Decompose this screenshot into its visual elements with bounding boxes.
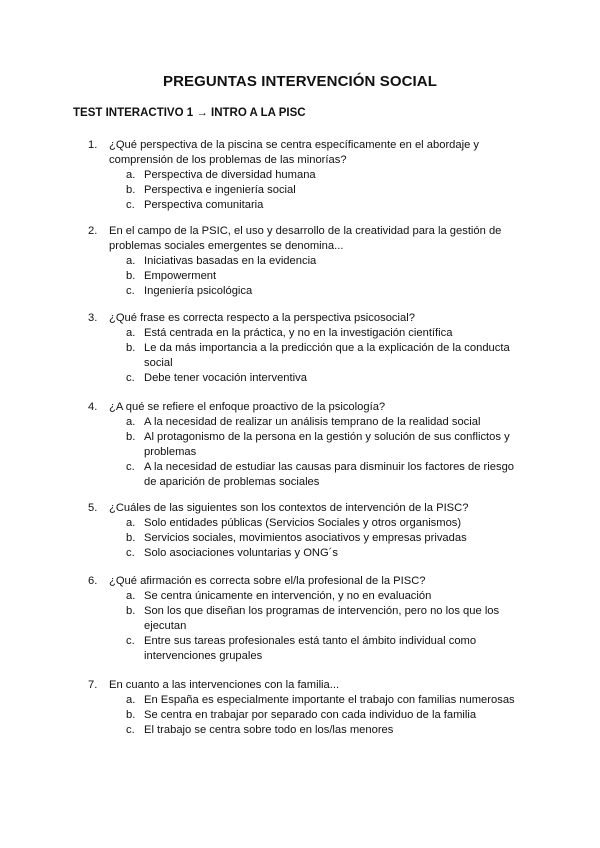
option-text: En España es especialmente importante el trabajo con familias numerosas [144, 694, 515, 706]
option-item [126, 326, 528, 341]
option-letter: b. [126, 605, 136, 617]
option-text: Ingeniería psicológica [144, 285, 253, 297]
option-item [126, 168, 528, 183]
option-text: Entre sus tareas profesionales está tanto el ámbito individual como intervenciones grupales [144, 635, 477, 662]
option-text: Se centra únicamente en intervención, y no en evaluación [144, 590, 432, 602]
section-subtitle: TEST INTERACTIVO 1 → INTRO A LA PISC [73, 107, 306, 119]
question-number: 4. [88, 401, 98, 413]
option-item [126, 723, 528, 738]
option-letter: b. [126, 342, 136, 354]
option-letter: b. [126, 532, 136, 544]
options-list [88, 326, 528, 386]
option-text: Perspectiva de diversidad humana [144, 169, 316, 181]
option-text: Está centrada en la práctica, y no en la investigación científica [144, 327, 453, 339]
option-text: Solo entidades públicas (Servicios Sociales y otros organismos) [144, 517, 462, 529]
question-1 [88, 138, 528, 213]
option-text: Iniciativas basadas en la evidencia [144, 255, 317, 267]
question-2 [88, 224, 528, 299]
question-text: ¿Qué perspectiva de la piscina se centra específicamente en el abordaje y comprensión de los problemas de las minorías? [109, 139, 480, 166]
option-item [126, 254, 528, 269]
option-item [126, 415, 528, 430]
option-item [126, 284, 528, 299]
options-list [88, 254, 528, 299]
question-number: 2. [88, 225, 98, 237]
option-text: A la necesidad de realizar un análisis temprano de la realidad social [144, 416, 481, 428]
option-text: Se centra en trabajar por separado con cada individuo de la familia [144, 709, 477, 721]
option-text: El trabajo se centra sobre todo en los/las menores [144, 724, 394, 736]
question-text: En el campo de la PSIC, el uso y desarrollo de la creatividad para la gestión de problemas sociales emergentes se denomina... [109, 225, 502, 252]
options-list [88, 589, 528, 664]
question-4 [88, 400, 528, 490]
option-item [126, 460, 528, 490]
question-5 [88, 501, 528, 561]
option-letter: c. [126, 285, 135, 297]
option-item [126, 634, 528, 664]
option-letter: a. [126, 590, 136, 602]
option-letter: c. [126, 547, 135, 559]
options-list [88, 168, 528, 213]
option-text: Al protagonismo de la persona en la gestión y solución de sus conflictos y problemas [144, 431, 510, 458]
option-text: Servicios sociales, movimientos asociativos y empresas privadas [144, 532, 467, 544]
question-7 [88, 678, 528, 738]
options-list [88, 693, 528, 738]
option-item [126, 198, 528, 213]
option-item [126, 371, 528, 386]
question-number: 6. [88, 575, 98, 587]
option-text: A la necesidad de estudiar las causas para disminuir los factores de riesgo de aparición de problemas sociales [144, 461, 515, 488]
option-letter: a. [126, 517, 136, 529]
option-text: Solo asociaciones voluntarias y ONG´s [144, 547, 339, 559]
option-letter: c. [126, 199, 135, 211]
question-number: 1. [88, 139, 98, 151]
option-item [126, 546, 528, 561]
option-letter: b. [126, 270, 136, 282]
question-text: ¿Qué frase es correcta respecto a la perspectiva psicosocial? [109, 312, 415, 324]
option-item [126, 589, 528, 604]
option-text: Le da más importancia a la predicción que a la explicación de la conducta social [144, 342, 510, 369]
option-letter: a. [126, 694, 136, 706]
option-item [126, 183, 528, 198]
question-text: ¿Cuáles de las siguientes son los contextos de intervención de la PISC? [109, 502, 469, 514]
option-letter: b. [126, 431, 136, 443]
question-number: 5. [88, 502, 98, 514]
question-number: 3. [88, 312, 98, 324]
option-item [126, 269, 528, 284]
option-letter: c. [126, 372, 135, 384]
option-item [126, 341, 528, 371]
option-item [126, 604, 528, 634]
option-letter: c. [126, 461, 135, 473]
question-number: 7. [88, 679, 98, 691]
option-text: Son los que diseñan los programas de intervención, pero no los que los ejecutan [144, 605, 500, 632]
option-text: Perspectiva comunitaria [144, 199, 264, 211]
option-item [126, 430, 528, 460]
option-letter: c. [126, 635, 135, 647]
option-text: Perspectiva e ingeniería social [144, 184, 296, 196]
question-text: ¿A qué se refiere el enfoque proactivo de la psicología? [109, 401, 386, 413]
option-letter: a. [126, 327, 136, 339]
question-3 [88, 311, 528, 386]
question-text: En cuanto a las intervenciones con la familia... [109, 679, 340, 691]
option-item [126, 516, 528, 531]
options-list [88, 415, 528, 490]
option-letter: b. [126, 709, 136, 721]
option-letter: b. [126, 184, 136, 196]
option-item [126, 708, 528, 723]
option-item [126, 531, 528, 546]
question-6 [88, 574, 528, 664]
option-letter: c. [126, 724, 135, 736]
option-text: Debe tener vocación interventiva [144, 372, 307, 384]
option-text: Empowerment [144, 270, 217, 282]
option-letter: a. [126, 255, 136, 267]
option-item [126, 693, 528, 708]
options-list [88, 516, 528, 561]
page-title: PREGUNTAS INTERVENCIÓN SOCIAL [162, 73, 438, 90]
option-letter: a. [126, 169, 136, 181]
option-letter: a. [126, 416, 136, 428]
question-text: ¿Qué afirmación es correcta sobre el/la profesional de la PISC? [109, 575, 426, 587]
